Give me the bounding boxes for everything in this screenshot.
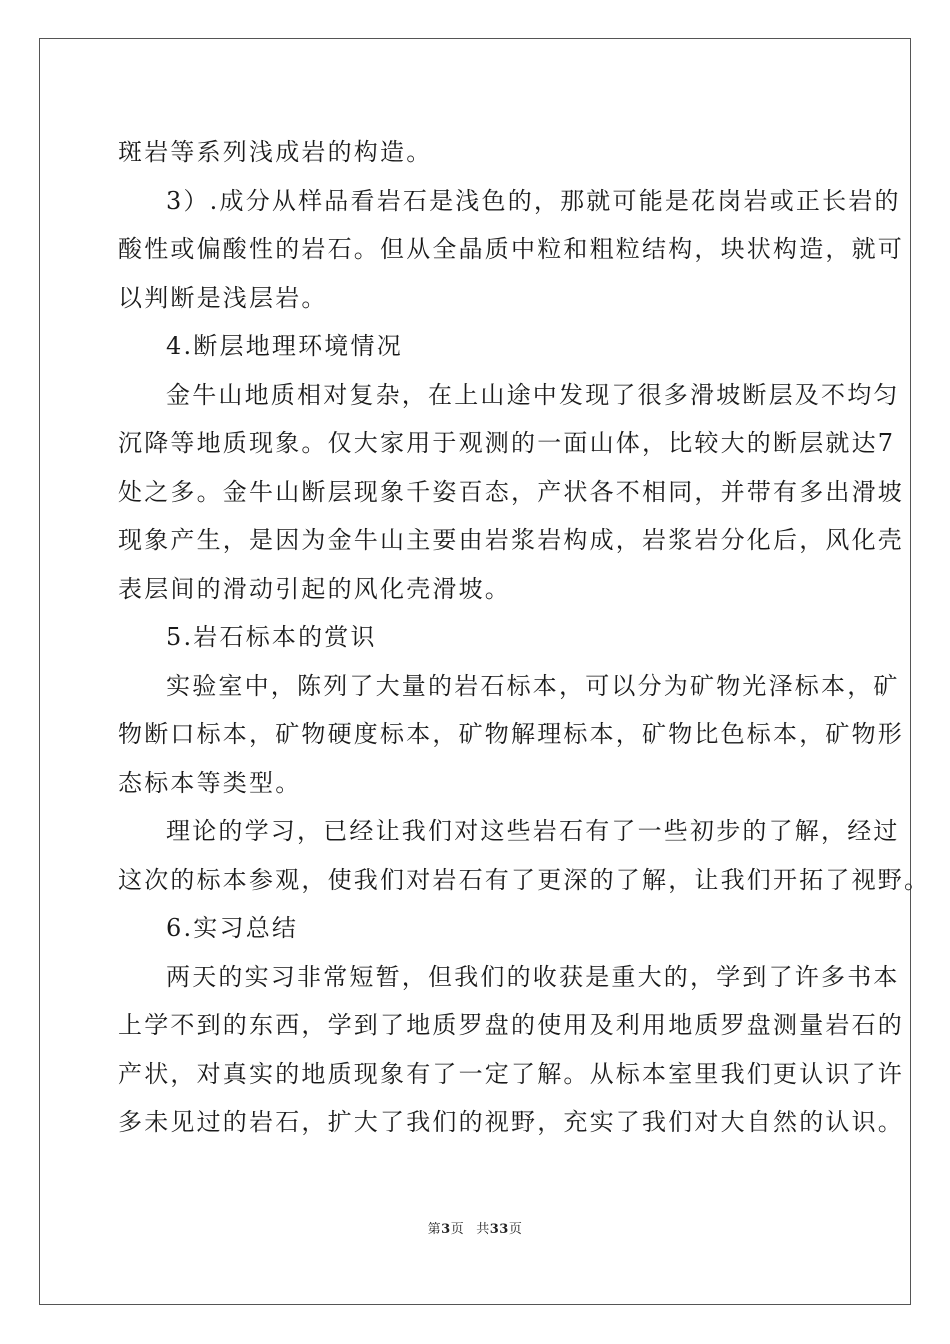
text-line: 理论的学习，已经让我们对这些岩石有了一些初步的了解，经过 [166, 817, 900, 845]
document-body [118, 128, 931, 1147]
text-line: 3）.成分从样品看岩石是浅色的，那就可能是花岗岩或正长岩的 [166, 186, 901, 215]
heading-line: 5.岩石标本的赏识 [166, 623, 377, 651]
text-line: 现象产生，是因为金牛山主要由岩浆岩构成，岩浆岩分化后，风化壳 [118, 526, 904, 554]
text-line: 处之多。金牛山断层现象千姿百态，产状各不相同，并带有多出滑坡 [118, 477, 904, 506]
text-line: 实验室中，陈列了大量的岩石标本，可以分为矿物光泽标本，矿 [166, 671, 900, 700]
text-line: 沉降等地质现象。仅大家用于观测的一面山体，比较大的断层就达7 [118, 429, 896, 457]
text-line: 态标本等类型。 [118, 768, 302, 797]
text-line: 这次的标本参观，使我们对岩石有了更深的了解，让我们开拓了视野。 [118, 865, 931, 894]
heading-line: 6.实习总结 [166, 914, 299, 942]
paragraph-1 [118, 128, 838, 177]
paragraph-3 [118, 371, 904, 614]
total-pages-number: 33 [489, 1222, 509, 1237]
text-line: 两天的实习非常短暂，但我们的收获是重大的，学到了许多书本 [166, 962, 900, 991]
text-line: 表层间的滑动引起的风化壳滑坡。 [118, 574, 511, 603]
text-line: 多未见过的岩石，扩大了我们的视野，充实了我们对大自然的认识。 [118, 1108, 904, 1136]
paragraph-4 [118, 662, 904, 808]
section-heading-6 [118, 904, 838, 953]
text-line: 物断口标本，矿物硬度标本，矿物解理标本，矿物比色标本，矿物形 [118, 720, 904, 748]
section-heading-5 [118, 613, 838, 662]
paragraph-6 [118, 953, 904, 1147]
footer-prefix: 第 [427, 1222, 442, 1237]
text-line: 产状，对真实的地质现象有了一定了解。从标本室里我们更认识了许 [118, 1059, 904, 1088]
heading-line: 4.断层地理环境情况 [166, 332, 403, 360]
page-footer [0, 1218, 950, 1237]
text-line: 以判断是浅层岩。 [118, 283, 328, 312]
footer-page-suffix: 页 [450, 1222, 465, 1237]
paragraph-2 [118, 177, 904, 323]
section-heading-4 [118, 322, 838, 371]
text-line: 金牛山地质相对复杂，在上山途中发现了很多滑坡断层及不均匀 [166, 380, 900, 409]
current-page-number: 3 [441, 1222, 451, 1237]
paragraph-5 [118, 807, 931, 904]
footer-total-suffix: 页 [508, 1222, 523, 1237]
text-line: 斑岩等系列浅成岩的构造。 [118, 138, 433, 166]
text-line: 上学不到的东西，学到了地质罗盘的使用及利用地质罗盘测量岩石的 [118, 1011, 904, 1039]
footer-total-prefix: 共 [476, 1222, 490, 1237]
text-line: 酸性或偏酸性的岩石。但从全晶质中粒和粗粒结构，块状构造，就可 [118, 235, 904, 263]
